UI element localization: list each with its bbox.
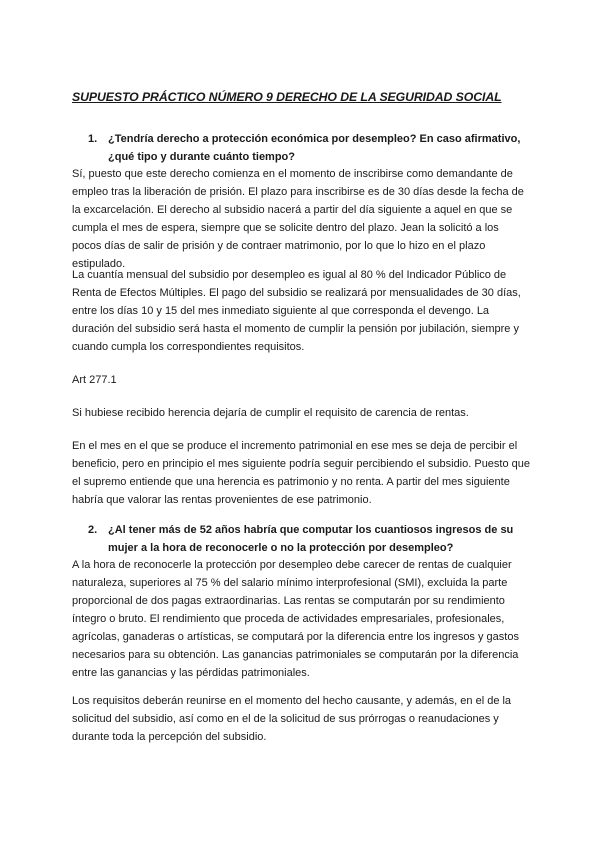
article-reference: Art 277.1 [72,374,117,386]
answer-2-paragraph-1: A la hora de reconocerle la protección por desempleo debe carecer de rentas de cualquier naturaleza, superiores al 75 % del salario mínimo interprofesional (SMI), excluida la parte proporcional de dos pagas extraordinarias. Las rentas se computarán por su rendimiento íntegro o bruto. El rendimiento que proceda de actividades empresariales, profesionales, agrícolas, ganaderas o artísticas, se computará por la diferencia entre los ingresos y gastos necesarios para su obtención. Las ganancias patrimoniales se computarán por la diferencia entre las ganancias y las pérdidas patrimoniales. [72,559,519,679]
question-2 [88,521,528,557]
question-1 [88,130,528,166]
document-title: SUPUESTO PRÁCTICO NÚMERO 9 DERECHO DE LA SEGURIDAD SOCIAL [72,90,502,104]
question-text: ¿Tendría derecho a protección económica por desempleo? En caso afirmativo, ¿qué tipo y durante cuánto tiempo? [108,133,521,163]
answer-2-paragraph-2: Los requisitos deberán reunirse en el momento del hecho causante, y además, en el de la solicitud del subsidio, así como en el de la solicitud de sus prórrogas o reanudaciones y durante toda la percepción del subsidio. [72,695,512,743]
question-text: ¿Al tener más de 52 años habría que computar los cuantiosos ingresos de su mujer a la hora de reconocerle o no la protección por desempleo? [108,524,514,554]
answer-1-paragraph-3: Si hubiese recibido herencia dejaría de cumplir el requisito de carencia de rentas. [72,407,469,419]
answer-1-paragraph-1: Sí, puesto que este derecho comienza en el momento de inscribirse como demandante de empleo tras la liberación de prisión. El plazo para inscribirse es de 30 días desde la fecha de la excarcelación. El derecho al subsidio nacerá a partir del día siguiente a aquel en que se cumpla el mes de espera, siempre que se solicite dentro del plazo. Jean la solicitó a los pocos días de salir de prisión y de contraer matrimonio, por lo que lo hizo en el plazo estipulado. [72,168,524,270]
question-number: 2. [88,524,98,536]
question-number: 1. [88,133,98,145]
answer-1-paragraph-4: En el mes en el que se produce el incremento patrimonial en ese mes se deja de percibir el beneficio, pero en principio el mes siguiente podría seguir percibiendo el subsidio. Puesto que el supremo entiende que una herencia es patrimonio y no renta. A partir del mes siguiente habría que valorar las rentas provenientes de ese patrimonio. [72,440,531,506]
answer-1-paragraph-2: La cuantía mensual del subsidio por desempleo es igual al 80 % del Indicador Público de Renta de Efectos Múltiples. El pago del subsidio se realizará por mensualidades de 30 días, entre los días 10 y 15 del mes inmediato siguiente al que corresponda el devengo. La duración del subsidio será hasta el momento de cumplir la pensión por jubilación, siempre y cuando cumpla los correspondientes requisitos. [72,269,521,353]
